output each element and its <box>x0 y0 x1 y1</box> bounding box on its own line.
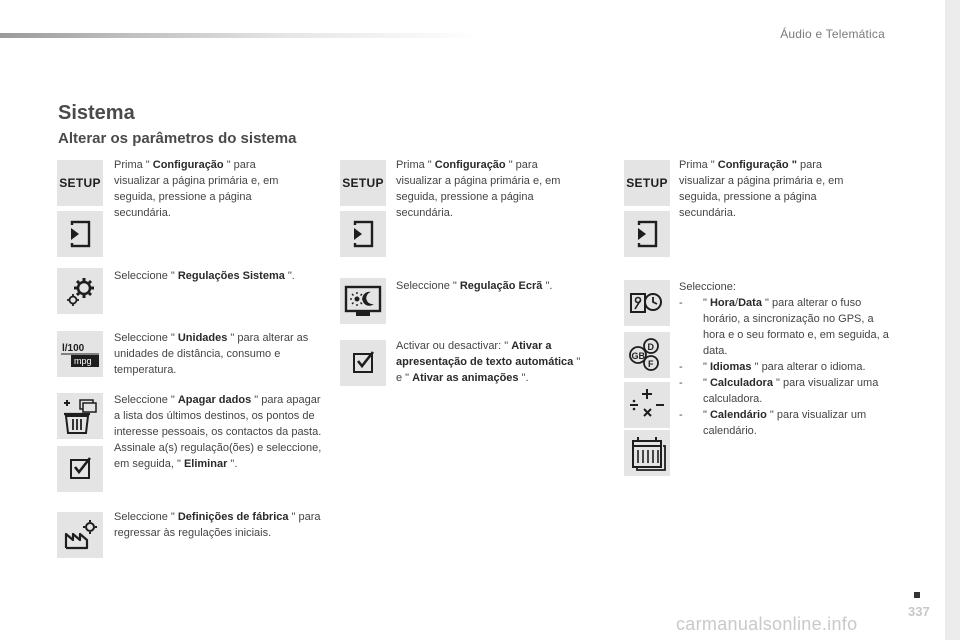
screen-settings-icon <box>340 278 386 324</box>
setup-icon-label: SETUP <box>626 176 668 190</box>
step-configuration-text <box>396 157 586 221</box>
text-part: Seleccione " <box>114 394 178 406</box>
step-configuration-text <box>679 157 869 221</box>
text-part: Prima " <box>396 159 435 171</box>
keyword: Ativar a apresentação de texto automática <box>396 340 574 368</box>
watermark: carmanualsonline.info <box>676 614 858 634</box>
units-icon <box>57 331 103 377</box>
text-part: " <box>703 377 710 389</box>
list-item-calculator <box>679 375 894 407</box>
text-part: Seleccione " <box>114 332 178 344</box>
setup-icon-label: SETUP <box>342 176 384 190</box>
step-configuration-text <box>114 157 304 221</box>
checkbox-icon <box>57 446 103 492</box>
text-part: " para apagar a lista dos últimos destinos, os pontos de interesse pessoais, os contactos da pasta. <box>114 394 322 438</box>
keyword: Regulações Sistema <box>177 270 285 282</box>
list-item-time-date <box>679 295 894 359</box>
keyword: Calculadora <box>709 377 773 389</box>
list-dash: - <box>679 377 683 389</box>
keyword: Unidades <box>177 332 228 344</box>
text-part: " <box>703 409 710 421</box>
list-item-languages <box>679 359 894 375</box>
list-dash: - <box>679 297 683 309</box>
keyword: Configuração " <box>717 159 797 171</box>
text-part: " para visualizar um calendário. <box>703 409 867 437</box>
text-part: para visualizar a página primária e, em seguida, pressione a página secundária. <box>679 159 844 219</box>
setup-key-icon <box>624 160 670 206</box>
select-intro: Seleccione: <box>679 281 736 293</box>
text-part: Seleccione " <box>396 280 460 292</box>
keyword: Data <box>738 297 762 309</box>
text-part: " para alterar o fuso horário, a sincronização no GPS, a hora e o seu formato e, em seguida, a data. <box>703 297 889 357</box>
keyword: Idiomas <box>709 361 752 373</box>
keyword: Ativar as animações <box>412 372 519 384</box>
page-marker-square <box>914 592 920 598</box>
text-part: Prima " <box>679 159 718 171</box>
setup-key-icon <box>340 160 386 206</box>
step-delete-data-text <box>114 392 324 472</box>
secondary-page-icon <box>624 211 670 257</box>
secondary-page-icon <box>340 211 386 257</box>
calculator-icon <box>624 382 670 428</box>
section-header: Áudio e Telemática <box>780 27 885 41</box>
text-part: ". <box>518 372 529 384</box>
text-part: " para visualizar a página primária e, em seguida, pressione a página secundária. <box>114 159 279 219</box>
text-part: ". <box>542 280 553 292</box>
keyword: Apagar dados <box>177 394 252 406</box>
delete-data-bin-icon <box>57 393 103 439</box>
step-factory-settings-text <box>114 509 324 541</box>
top-decoration-bar <box>0 33 480 38</box>
page-title: Sistema <box>58 102 135 124</box>
time-date-icon <box>624 280 670 326</box>
step-system-settings-text <box>114 268 324 284</box>
list-item-calendar <box>679 407 894 439</box>
text-part: " para alterar as unidades de distância, consumo e temperatura. <box>114 332 309 376</box>
step-auto-text-animations-text <box>396 338 581 386</box>
text-part: Seleccione " <box>114 270 178 282</box>
text-part: " para regressar às regulações iniciais. <box>114 511 321 539</box>
language-badge-f: F <box>648 359 654 369</box>
units-icon-top-label: l/100 <box>62 343 85 354</box>
text-part: " para visualizar uma calculadora. <box>703 377 879 405</box>
text-part: " para alterar o idioma. <box>751 361 866 373</box>
calendar-icon <box>624 430 670 476</box>
keyword: Calendário <box>709 409 767 421</box>
list-dash: - <box>679 361 683 373</box>
text-part: " para visualizar a página primária e, em seguida, pressione a página secundária. <box>396 159 561 219</box>
text-part: Prima " <box>114 159 153 171</box>
units-icon-bottom-label: mpg <box>74 356 92 366</box>
text-part: ". <box>227 458 238 470</box>
keyword: Configuração <box>152 159 224 171</box>
text-part: Assinale a(s) regulação(ões) e seleccione, em seguida, " <box>114 442 322 470</box>
languages-icon <box>624 332 670 378</box>
keyword: Definições de fábrica <box>177 511 289 523</box>
text-part: " <box>703 361 710 373</box>
text-part: Activar ou desactivar: " <box>396 340 512 352</box>
keyword: Configuração <box>434 159 506 171</box>
text-part: " <box>703 297 710 309</box>
page-subtitle: Alterar os parâmetros do sistema <box>58 130 297 147</box>
setup-key-icon <box>57 160 103 206</box>
step-screen-settings-text <box>396 278 596 294</box>
text-part: ". <box>284 270 295 282</box>
checkbox-icon <box>340 340 386 386</box>
factory-settings-icon <box>57 512 103 558</box>
language-badge-gb: GB <box>631 351 645 361</box>
page-number: 337 <box>908 604 930 619</box>
system-settings-gears-icon <box>57 268 103 314</box>
language-badge-d: D <box>647 342 654 352</box>
text-part: " e " <box>396 356 581 384</box>
setup-icon-label: SETUP <box>59 176 101 190</box>
text-part: / <box>735 297 739 309</box>
secondary-page-icon <box>57 211 103 257</box>
keyword: Eliminar <box>183 458 228 470</box>
list-dash: - <box>679 409 683 421</box>
page-edge-strip <box>945 0 960 640</box>
keyword: Regulação Ecrã <box>459 280 543 292</box>
keyword: Hora <box>709 297 736 309</box>
step-select-options-text <box>679 279 894 439</box>
step-units-text <box>114 330 324 378</box>
text-part: Seleccione " <box>114 511 178 523</box>
